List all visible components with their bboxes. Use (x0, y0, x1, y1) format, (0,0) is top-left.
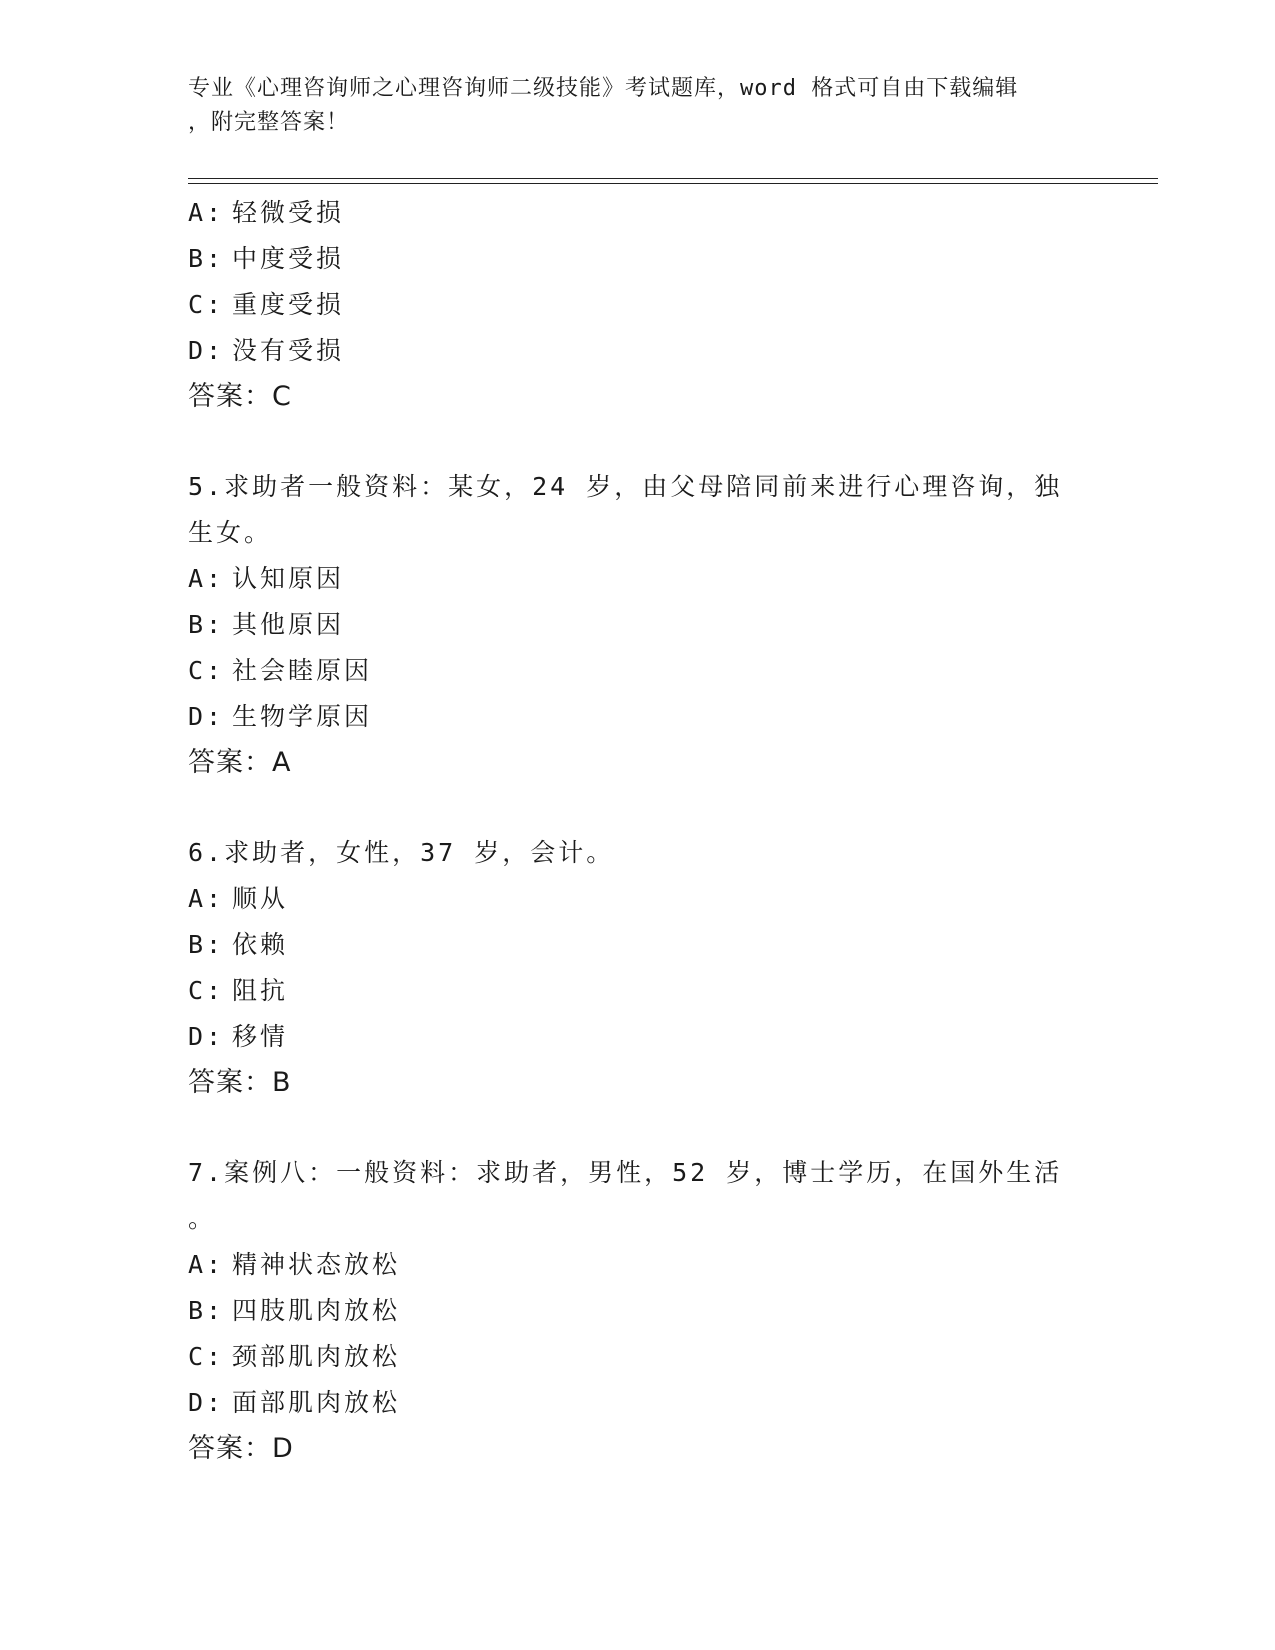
option-text: 轻微受损 (232, 198, 345, 227)
option-key: D: (188, 702, 225, 731)
option-b (188, 1288, 1088, 1334)
option-b (188, 602, 1088, 648)
option-key: A: (188, 198, 225, 227)
option-c (188, 1334, 1088, 1380)
option-text: 没有受损 (232, 336, 345, 365)
option-text: 重度受损 (232, 290, 345, 319)
option-a (188, 876, 1088, 922)
option-text: 颈部肌肉放松 (232, 1342, 401, 1371)
option-a (188, 190, 1088, 236)
option-c (188, 648, 1088, 694)
header-line-2: ，附完整答案！ (188, 110, 350, 135)
option-key: B: (188, 930, 225, 959)
option-key: D: (188, 1022, 225, 1051)
option-key: B: (188, 244, 225, 273)
question-stem-line-2: 。 (188, 1204, 217, 1233)
option-a (188, 1242, 1088, 1288)
option-key: A: (188, 1250, 225, 1279)
option-text: 中度受损 (232, 244, 345, 273)
option-key: A: (188, 564, 225, 593)
option-text: 依赖 (232, 930, 289, 959)
option-key: A: (188, 884, 225, 913)
question-block-7 (188, 1150, 1088, 1472)
option-key: D: (188, 336, 225, 365)
spacer (188, 420, 1088, 464)
question-stem-line-1: 6.求助者，女性，37 岁，会计。 (188, 838, 615, 867)
option-text: 顺从 (232, 884, 289, 913)
option-text: 移情 (232, 1022, 289, 1051)
answer-line: 答案：C (188, 381, 292, 412)
answer-line: 答案：B (188, 1067, 292, 1098)
option-b (188, 236, 1088, 282)
spacer (188, 786, 1088, 830)
document-header (188, 72, 1068, 140)
question-block-4 (188, 190, 1088, 420)
header-divider-top (188, 178, 1158, 179)
option-text: 四肢肌肉放松 (232, 1296, 401, 1325)
option-c (188, 968, 1088, 1014)
option-b (188, 922, 1088, 968)
header-line-1: 专业《心理咨询师之心理咨询师二级技能》考试题库，word 格式可自由下载编辑 (188, 76, 1019, 101)
header-divider-bottom (188, 183, 1158, 184)
option-key: B: (188, 1296, 225, 1325)
answer-line: 答案：A (188, 747, 292, 778)
question-stem-line-1: 7.案例八：一般资料：求助者，男性，52 岁，博士学历，在国外生活 (188, 1158, 1063, 1187)
option-c (188, 282, 1088, 328)
option-key: C: (188, 290, 225, 319)
option-text: 认知原因 (232, 564, 345, 593)
option-text: 其他原因 (232, 610, 345, 639)
option-d (188, 1380, 1088, 1426)
option-key: C: (188, 1342, 225, 1371)
option-text: 精神状态放松 (232, 1250, 401, 1279)
question-block-5 (188, 464, 1088, 786)
option-text: 社会睦原因 (232, 656, 373, 685)
option-key: D: (188, 1388, 225, 1417)
option-key: C: (188, 656, 225, 685)
question-list (188, 190, 1088, 1472)
option-a (188, 556, 1088, 602)
option-d (188, 328, 1088, 374)
question-stem-line-1: 5.求助者一般资料：某女，24 岁，由父母陪同前来进行心理咨询，独 (188, 472, 1063, 501)
spacer (188, 1106, 1088, 1150)
option-d (188, 694, 1088, 740)
question-block-6 (188, 830, 1088, 1106)
answer-line: 答案：D (188, 1433, 294, 1464)
option-text: 生物学原因 (232, 702, 373, 731)
option-text: 阻抗 (232, 976, 289, 1005)
question-stem-line-2: 生女。 (188, 518, 273, 547)
option-text: 面部肌肉放松 (232, 1388, 401, 1417)
option-key: C: (188, 976, 225, 1005)
option-key: B: (188, 610, 225, 639)
option-d (188, 1014, 1088, 1060)
